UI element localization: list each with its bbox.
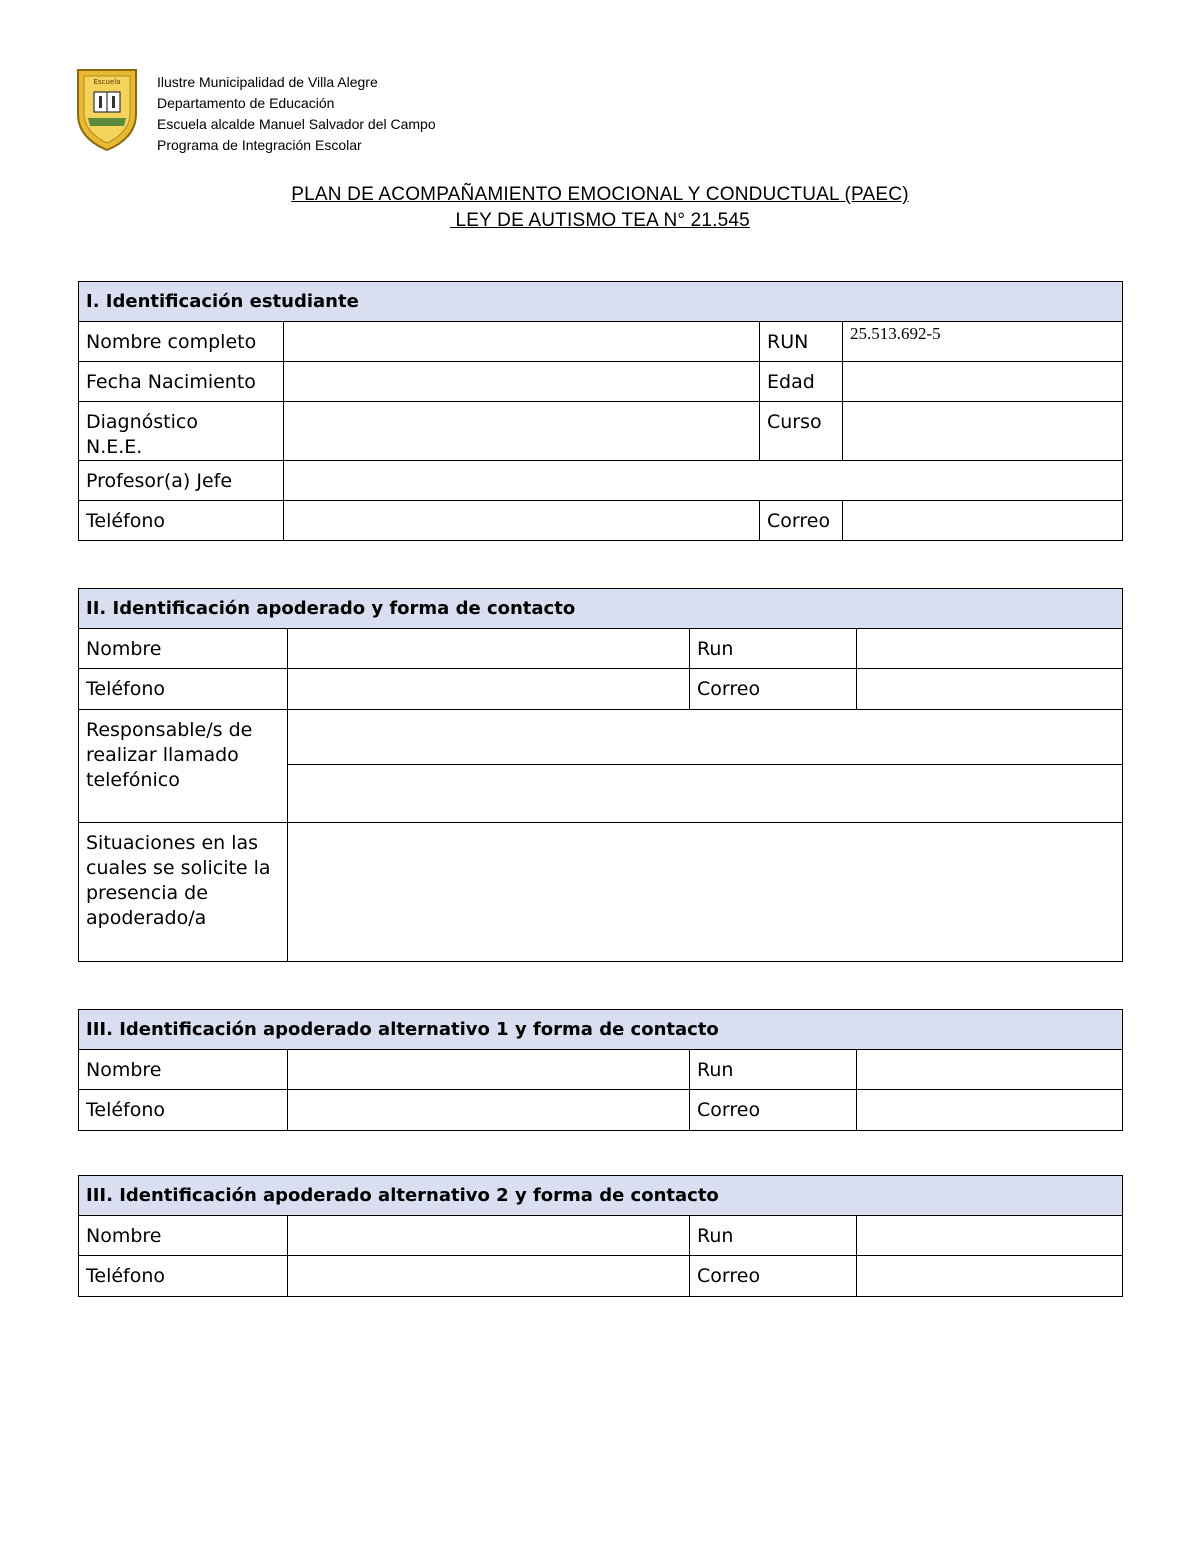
institution-block: [157, 72, 436, 156]
label-diagnostico: [79, 402, 284, 461]
label-diagnostico-line1: Diagnóstico: [86, 411, 198, 433]
label-correo: Correo: [760, 501, 843, 541]
input-telefono[interactable]: [284, 501, 760, 541]
student-identification-table: [78, 281, 1123, 541]
label-situaciones: Situaciones en las cuales se solicite la presencia de apoderado/a: [79, 823, 288, 962]
label-telefono: Teléfono: [79, 501, 284, 541]
input-run[interactable]: 25.513.692-5: [843, 322, 1123, 362]
label-nombre-completo: Nombre completo: [79, 322, 284, 362]
guardian-identification-table: [78, 588, 1123, 962]
label-nombre: Nombre: [79, 629, 288, 669]
label-run: RUN: [760, 322, 843, 362]
institution-line-1: Ilustre Municipalidad de Villa Alegre: [157, 74, 378, 90]
label-curso: Curso: [760, 402, 843, 461]
label-run: Run: [690, 629, 857, 669]
school-crest-logo: [74, 66, 140, 152]
input-telefono[interactable]: [288, 1090, 690, 1131]
input-situaciones[interactable]: [288, 823, 1123, 962]
label-responsable-llamado: Responsable/s de realizar llamado telefónico: [79, 710, 288, 823]
section-heading: III. Identificación apoderado alternativo 2 y forma de contacto: [79, 1176, 1123, 1216]
input-run[interactable]: [857, 1216, 1123, 1256]
institution-line-4: Programa de Integración Escolar: [157, 137, 362, 153]
responsable-line-1[interactable]: [288, 710, 1122, 765]
input-nombre[interactable]: [288, 1216, 690, 1256]
label-telefono: Teléfono: [79, 1090, 288, 1131]
label-nombre: Nombre: [79, 1216, 288, 1256]
input-run[interactable]: [857, 1050, 1123, 1090]
label-profesor-jefe: Profesor(a) Jefe: [79, 461, 284, 501]
input-nombre[interactable]: [288, 629, 690, 669]
label-correo: Correo: [690, 1090, 857, 1131]
label-telefono: Teléfono: [79, 669, 288, 710]
alternate-guardian-1-table: [78, 1009, 1123, 1131]
input-profesor-jefe[interactable]: [284, 461, 1123, 501]
input-correo[interactable]: [857, 1256, 1123, 1297]
document-title: PLAN DE ACOMPAÑAMIENTO EMOCIONAL Y CONDUCTUAL (PAEC): [291, 184, 909, 205]
crest-text: Escuela: [93, 78, 121, 86]
input-responsable-llamado[interactable]: [288, 710, 1123, 823]
institution-line-3: Escuela alcalde Manuel Salvador del Campo: [157, 116, 436, 132]
input-nombre-completo[interactable]: [284, 322, 760, 362]
label-run: Run: [690, 1050, 857, 1090]
section-heading: III. Identificación apoderado alternativo 1 y forma de contacto: [79, 1010, 1123, 1050]
label-edad: Edad: [760, 362, 843, 402]
input-curso[interactable]: [843, 402, 1123, 461]
label-run: Run: [690, 1216, 857, 1256]
input-correo[interactable]: [843, 501, 1123, 541]
input-diagnostico[interactable]: [284, 402, 760, 461]
label-correo: Correo: [690, 669, 857, 710]
label-fecha-nacimiento: Fecha Nacimiento: [79, 362, 284, 402]
institution-line-2: Departamento de Educación: [157, 95, 335, 111]
label-correo: Correo: [690, 1256, 857, 1297]
label-nombre: Nombre: [79, 1050, 288, 1090]
input-edad[interactable]: [843, 362, 1123, 402]
section-heading: II. Identificación apoderado y forma de contacto: [79, 589, 1123, 629]
document-subtitle: LEY DE AUTISMO TEA N° 21.545: [450, 210, 750, 231]
label-telefono: Teléfono: [79, 1256, 288, 1297]
input-run[interactable]: [857, 629, 1123, 669]
input-telefono[interactable]: [288, 1256, 690, 1297]
input-correo[interactable]: [857, 669, 1123, 710]
input-telefono[interactable]: [288, 669, 690, 710]
input-fecha-nacimiento[interactable]: [284, 362, 760, 402]
alternate-guardian-2-table: [78, 1175, 1123, 1297]
section-heading: I. Identificación estudiante: [79, 282, 1123, 322]
input-correo[interactable]: [857, 1090, 1123, 1131]
input-nombre[interactable]: [288, 1050, 690, 1090]
label-diagnostico-line2: N.E.E.: [86, 436, 143, 458]
